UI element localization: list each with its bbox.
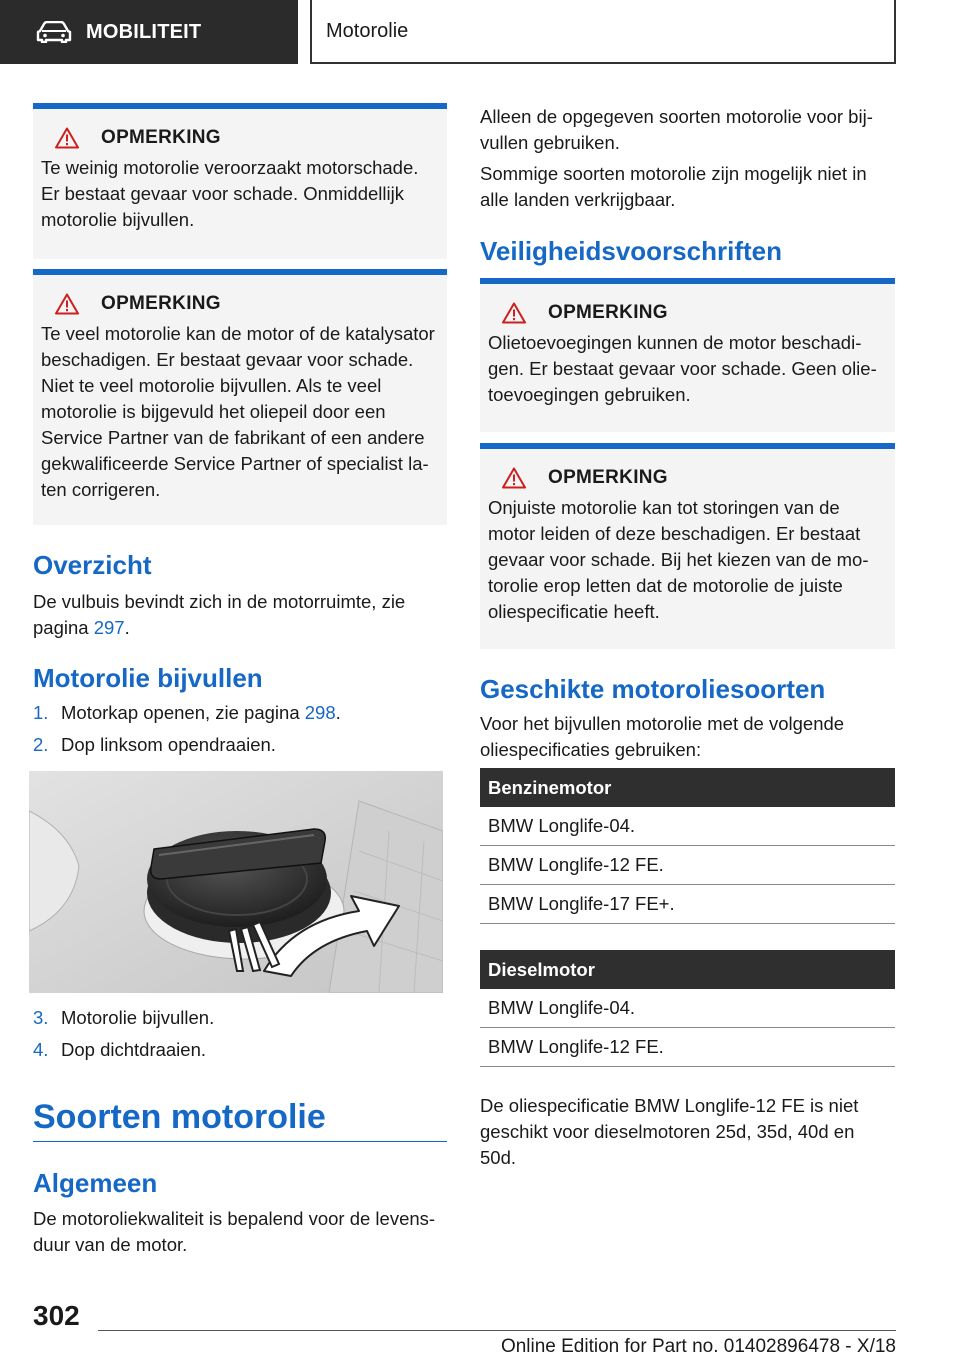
heading-veiligheidsvoorschriften: Veiligheidsvoorschriften (480, 236, 782, 266)
table-row: BMW Longlife-17 FE+. (480, 885, 895, 924)
list-item: 2. Dop linksom opendraaien. (33, 734, 276, 755)
heading-soorten-motorolie: Soorten motorolie (33, 1098, 326, 1136)
table-header: Dieselmotor (480, 950, 895, 989)
heading-geschikte-motoroliesoorten: Geschikte motoroliesoorten (480, 674, 826, 704)
warning-note (480, 443, 895, 649)
note-text: Onjuiste motorolie kan tot storingen van de motor leiden of deze beschadigen. Er bestaat gevaar voor schade. Bij het kiezen van de motorolie erop letten dat de motorolie de juiste oliespecificatie heeft. (488, 497, 869, 622)
warning-icon (55, 127, 79, 149)
table-row: BMW Longlife-04. (480, 807, 895, 846)
note-text: Olietoevoegingen kunnen de motor beschadigen. Er bestaat gevaar voor schade. Geen olietoevoegingen gebruiken. (488, 332, 877, 405)
heading-overzicht: Overzicht (33, 550, 152, 580)
page-number: 302 (33, 1300, 80, 1331)
intro-text: Sommige soorten motorolie zijn mogelijk niet in alle landen verkrijgbaar. (480, 163, 867, 210)
page-link[interactable]: 298 (304, 702, 336, 723)
oil-cap-illustration (29, 771, 443, 993)
list-item: 3. Motorolie bijvullen. (33, 1007, 215, 1028)
note-text: Te weinig motorolie veroorzaakt motorschade. Er bestaat gevaar voor schade. Onmiddellijk motorolie bijvullen. (41, 157, 419, 230)
note-label: OPMERKING (101, 293, 221, 314)
topic-title: Motorolie (326, 19, 409, 42)
table-row: BMW Longlife-04. (480, 989, 895, 1028)
table-row: BMW Longlife-12 FE. (480, 846, 895, 885)
section-tab (0, 0, 298, 64)
table-row: BMW Longlife-12 FE. (480, 1028, 895, 1067)
heading-motorolie-bijvullen: Motorolie bijvullen (33, 663, 263, 693)
intro-text: Alleen de opgegeven soorten motorolie voor bijvullen gebruiken. (480, 106, 873, 153)
note-label: OPMERKING (548, 467, 668, 488)
closing-text: De oliespecificatie BMW Longlife-12 FE is niet geschikt voor dieselmotoren 25d, 35d, 40d en 50d. (480, 1095, 859, 1168)
list-item: 4. Dop dichtdraaien. (33, 1039, 207, 1060)
car-icon (36, 21, 72, 43)
table-header: Benzinemotor (480, 768, 895, 807)
footer-rule (98, 1330, 896, 1331)
heading-algemeen: Algemeen (33, 1168, 158, 1198)
topic-tab (310, 0, 896, 64)
warning-icon (502, 302, 526, 324)
page-link[interactable]: 297 (93, 617, 125, 638)
note-label: OPMERKING (101, 127, 221, 148)
warning-note (33, 269, 447, 525)
heading-rule (33, 1141, 447, 1142)
oil-cap-drawing (29, 771, 443, 993)
geschikt-text: Voor het bijvullen motorolie met de volgende oliespecificaties gebruiken: (480, 713, 845, 760)
section-title: MOBILITEIT (86, 20, 202, 43)
note-text: Te veel motorolie kan de motor of de katalysator beschadigen. Er bestaat gevaar voor schade. Niet te veel motorolie bijvullen. Als te veel motorolie is bijgevuld het oliepeil door een Service Partner van de fabrikant of een andere gekwalificeerde Service Partner of specialist laten corrigeren. (41, 323, 435, 500)
benzine-table (480, 768, 895, 924)
diesel-table (480, 950, 895, 1067)
warning-icon (55, 293, 79, 315)
algemeen-text: De motoroliekwaliteit is bepalend voor de levensduur van de motor. (33, 1208, 436, 1255)
warning-icon (502, 467, 526, 489)
edition-text: Online Edition for Part no. 01402896478 - X/18 (500, 1336, 896, 1357)
note-label: OPMERKING (548, 302, 668, 323)
overzicht-text: De vulbuis bevindt zich in de motorruimte, zie pagina 297. (33, 591, 406, 638)
warning-note (480, 278, 895, 432)
list-item: 1. Motorkap openen, zie pagina 298. (33, 702, 341, 723)
warning-note (33, 103, 447, 259)
